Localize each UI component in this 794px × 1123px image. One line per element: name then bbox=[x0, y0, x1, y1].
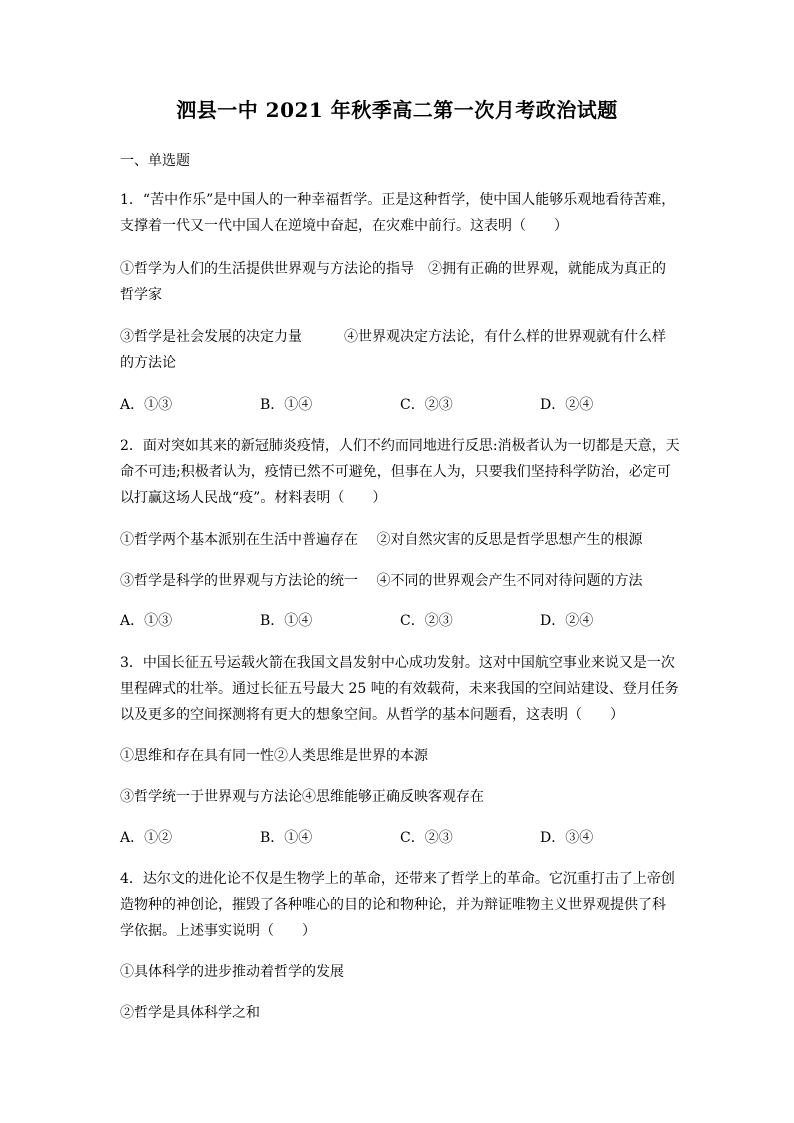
q4-stem-line-1: 4．达尔文的进化论不仅是生物学上的革命，还带来了哲学上的革命。它沉重打击了上帝创 bbox=[120, 871, 675, 887]
q2-options bbox=[120, 610, 680, 630]
q2-stem-line-2: 命不可违;积极者认为，疫情已然不可避免，但事在人为，只要我们坚持科学防治，必定可 bbox=[120, 464, 671, 480]
q1-statement-line-4: 的方法论 bbox=[120, 355, 176, 371]
q4-statement-line-1: ①具体科学的进步推动着哲学的发展 bbox=[120, 964, 344, 980]
q1-stem-line-2: 支撑着一代又一代中国人在逆境中奋起，在灾难中前行。这表明（ ） bbox=[120, 218, 568, 234]
q4-stem-line-2: 造物种的神创论，摧毁了各种唯心的目的论和物种论，并为辩证唯物主义世界观提供了科 bbox=[120, 897, 666, 913]
q1-option-c[interactable]: C．②③ bbox=[400, 397, 453, 413]
q1-statement-line-3: ③哲学是社会发展的决定力量 ④世界观决定方法论，有什么样的世界观就有什么样 bbox=[120, 329, 666, 345]
q1-option-a[interactable]: A．①③ bbox=[120, 397, 173, 413]
q2-stem-line-3: 以打赢这场人民战“疫”。材料表明（ ） bbox=[120, 490, 387, 506]
q4-stem-line-3: 学依据。上述事实说明（ ） bbox=[120, 923, 316, 939]
q2-option-b[interactable]: B．①④ bbox=[260, 613, 313, 629]
q3-statement-line-1: ①思维和存在具有同一性②人类思维是世界的本源 bbox=[120, 748, 428, 764]
q3-option-d[interactable]: D．③④ bbox=[540, 830, 594, 846]
q1-statement-line-2: 哲学家 bbox=[120, 287, 162, 303]
q2-statement-line-2: ③哲学是科学的世界观与方法论的统一 ④不同的世界观会产生不同对待问题的方法 bbox=[120, 573, 643, 589]
q1-option-d[interactable]: D．②④ bbox=[540, 397, 594, 413]
q1-options bbox=[120, 394, 680, 414]
page-title: 泗县一中 2021 年秋季高二第一次月考政治试题 bbox=[176, 98, 618, 122]
q3-option-b[interactable]: B．①④ bbox=[260, 830, 313, 846]
q2-option-c[interactable]: C．②③ bbox=[400, 613, 453, 629]
q2-option-a[interactable]: A．①③ bbox=[120, 613, 173, 629]
q1-option-b[interactable]: B．①④ bbox=[260, 397, 313, 413]
q3-options bbox=[120, 827, 680, 847]
q3-option-c[interactable]: C．②③ bbox=[400, 830, 453, 846]
q2-stem-line-1: 2．面对突如其来的新冠肺炎疫情，人们不约而同地进行反思:消极者认为一切都是天意，天 bbox=[120, 438, 680, 454]
q1-statement-line-1: ①哲学为人们的生活提供世界观与方法论的指导 ②拥有正确的世界观，就能成为真正的 bbox=[120, 261, 666, 277]
q3-stem-line-1: 3．中国长征五号运载火箭在我国文昌发射中心成功发射。这对中国航空事业来说又是一次 bbox=[120, 655, 675, 671]
q4-statement-line-2: ②哲学是具体科学之和 bbox=[120, 1005, 260, 1021]
q1-stem-line-1: 1．“苦中作乐”是中国人的一种幸福哲学。正是这种哲学，使中国人能够乐观地看待苦难， bbox=[120, 192, 676, 208]
q3-stem-line-2: 里程碑式的壮举。通过长征五号最大 25 吨的有效载荷，未来我国的空间站建设、登月任务 bbox=[120, 681, 679, 697]
section-heading: 一、单选题 bbox=[120, 153, 190, 169]
q3-stem-line-3: 以及更多的空间探测将有更大的想象空间。从哲学的基本问题看，这表明（ ） bbox=[120, 707, 624, 723]
q3-statement-line-2: ③哲学统一于世界观与方法论④思维能够正确反映客观存在 bbox=[120, 789, 484, 805]
q3-option-a[interactable]: A．①② bbox=[120, 830, 173, 846]
q2-option-d[interactable]: D．②④ bbox=[540, 613, 594, 629]
q2-statement-line-1: ①哲学两个基本派别在生活中普遍存在 ②对自然灾害的反思是哲学思想产生的根源 bbox=[120, 532, 643, 548]
